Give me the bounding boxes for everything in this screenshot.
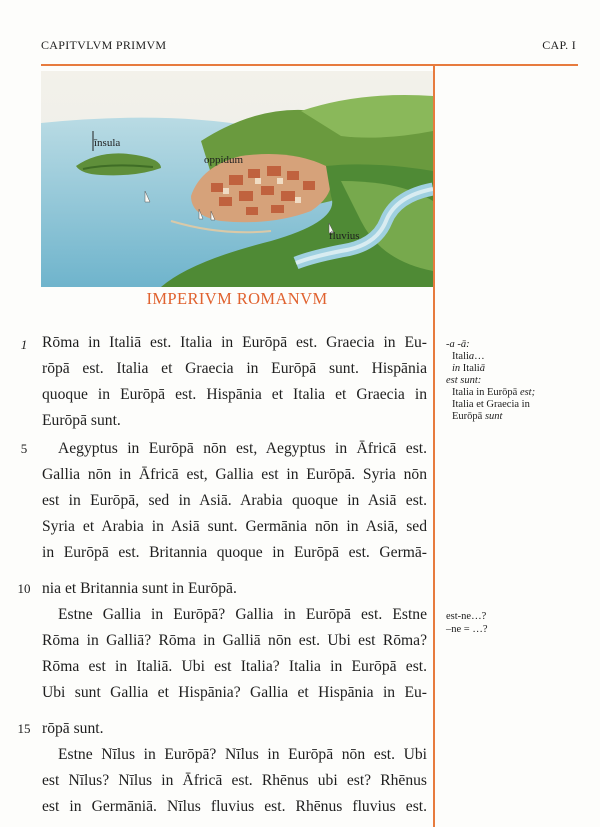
text-line: est in Eurōpā, sed in Asiā. Arabia quoque in Asiā est.: [42, 492, 427, 509]
text-line: nia et Britannia sunt in Eurōpā.: [42, 580, 237, 597]
text-line: Estne Gallia in Eurōpā? Gallia in Eurōpā est. Estne: [58, 606, 427, 623]
note-line: Eurōpā sunt: [452, 411, 503, 422]
city-illustration: [41, 71, 433, 287]
margin-rule: [433, 65, 435, 827]
text-line: rōpā sunt.: [42, 720, 104, 737]
note-line: in Italiā: [452, 363, 485, 374]
note-line: Italia…: [452, 351, 485, 362]
line-number: 15: [17, 721, 31, 736]
note-line: –ne = …?: [446, 624, 488, 635]
note-line: Italia et Graecia in: [452, 399, 530, 410]
text-line: Syria et Arabia in Asiā sunt. Germānia nōn in Asiā, sed: [42, 518, 427, 535]
label-insula: īnsula: [94, 137, 121, 149]
text-line: Estne Nīlus in Eurōpā? Nīlus in Eurōpā nōn est. Ubi: [58, 746, 427, 763]
text-line: Ubi sunt Gallia et Hispānia? Gallia et Hispānia in Eu-: [42, 684, 427, 701]
line-number: 10: [17, 581, 31, 596]
line-number: 5: [20, 441, 28, 456]
text-line: Gallia nōn in Āfricā est, Gallia est in Eurōpā. Syria nōn: [42, 466, 427, 483]
text-line: in Eurōpā est. Britannia quoque in Eurōpā est. Germā-: [42, 544, 427, 561]
text-line: rōpā est. Italia et Graecia in Eurōpā sunt. Hispānia: [42, 360, 427, 377]
text-line: Rōma est in Italiā. Ubi est Italia? Italia in Eurōpā est.: [42, 658, 427, 675]
label-fluvius: fluvius: [329, 230, 360, 242]
text-line: Eurōpā sunt.: [42, 412, 121, 429]
text-line: quoque in Eurōpā est. Hispānia et Italia et Graecia in: [42, 386, 427, 403]
running-header-left: CAPITVLVM PRIMVM: [41, 38, 167, 52]
note-line: est sunt:: [446, 375, 482, 386]
text-line: est in Germāniā. Nīlus fluvius est. Rhēnus fluvius est.: [42, 798, 427, 815]
note-line: -a -ā:: [446, 339, 470, 350]
section-title: IMPERIVM ROMANVM: [146, 289, 328, 308]
running-header-right: CAP. I: [542, 38, 576, 52]
note-line: Italia in Eurōpā est;: [452, 387, 536, 398]
text-line: Rōma in Galliā? Rōma in Galliā nōn est. Ubi est Rōma?: [42, 632, 427, 649]
note-line: est-ne…?: [446, 611, 487, 622]
line-number: 1: [20, 337, 28, 352]
text-line: Rōma in Italiā est. Italia in Eurōpā est. Graecia in Eu-: [42, 334, 427, 351]
label-oppidum: oppidum: [204, 154, 244, 166]
text-line: Aegyptus in Eurōpā nōn est, Aegyptus in Āfricā est.: [58, 440, 427, 457]
header-rule: [41, 64, 578, 66]
text-line: est Nīlus? Nīlus in Āfricā est. Rhēnus ubi est? Rhēnus: [42, 772, 427, 789]
